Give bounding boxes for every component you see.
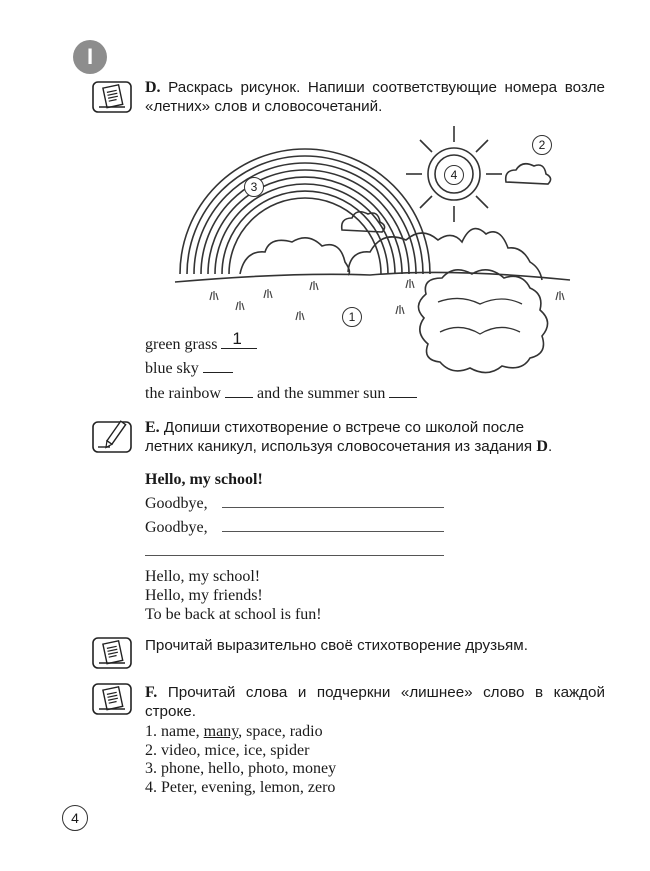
list-item: 4. Peter, evening, lemon, zero [145, 778, 336, 796]
write-pencil-icon [92, 420, 132, 454]
list-item: 3. phone, hello, photo, money [145, 760, 337, 777]
page-number: 4 [62, 805, 88, 831]
writing-line-2[interactable] [222, 531, 444, 532]
task-f-letter: F. [145, 684, 158, 701]
answer-blank-green-grass[interactable] [221, 329, 257, 349]
writing-line-3[interactable] [145, 555, 444, 556]
task-read-instruction: Прочитай выразительно своё стихотворение друзьям. [145, 637, 528, 654]
list-item: 1. name, many, space, radio [145, 723, 323, 740]
list-item: 2. video, mice, ice, spider [145, 741, 310, 759]
task-d-letter: D. [145, 79, 161, 96]
word-list [145, 723, 336, 797]
marker-2: 2 [532, 135, 552, 155]
task-d-instruction: D. Раскрась рисунок. Напиши соответствующие номера возле «летних» слов и словосочетаний. [145, 79, 605, 115]
unit-label: I [86, 44, 94, 69]
answer-blank-summer-sun[interactable] [389, 396, 417, 398]
handwritten-answer: 1 [232, 329, 242, 348]
phrase-green-grass: green grass 1 [145, 336, 257, 354]
poem-goodbye-line-1: Goodbye, [145, 495, 208, 512]
task-e-instruction: E. Допиши стихотворение о встрече со школой после летних каникул, используя словосочетания из задания D. [145, 419, 553, 455]
marker-4: 4 [444, 165, 464, 185]
unit-badge [73, 40, 107, 74]
read-write-icon [92, 682, 132, 716]
marker-1: 1 [342, 307, 362, 327]
marker-3: 3 [244, 177, 264, 197]
read-write-icon [92, 80, 132, 114]
phrase-rainbow-sun: the rainbow and the summer sun [145, 385, 417, 403]
poem-closing: Hello, my school! Hello, my friends! To be back at school is fun! [145, 568, 322, 623]
poem-title: Hello, my school! [145, 471, 263, 488]
underlined-word[interactable]: many [203, 723, 239, 740]
answer-blank-rainbow[interactable] [225, 396, 253, 398]
poem-goodbye-line-2: Goodbye, [145, 519, 208, 536]
writing-line-1[interactable] [222, 507, 444, 508]
read-write-icon [92, 636, 132, 670]
task-e-letter: E. [145, 419, 160, 436]
task-f-instruction: F. Прочитай слова и подчеркни «лишнее» слово в каждой строке. [145, 684, 605, 720]
answer-blank-blue-sky[interactable] [203, 371, 233, 373]
phrase-blue-sky: blue sky [145, 360, 233, 378]
